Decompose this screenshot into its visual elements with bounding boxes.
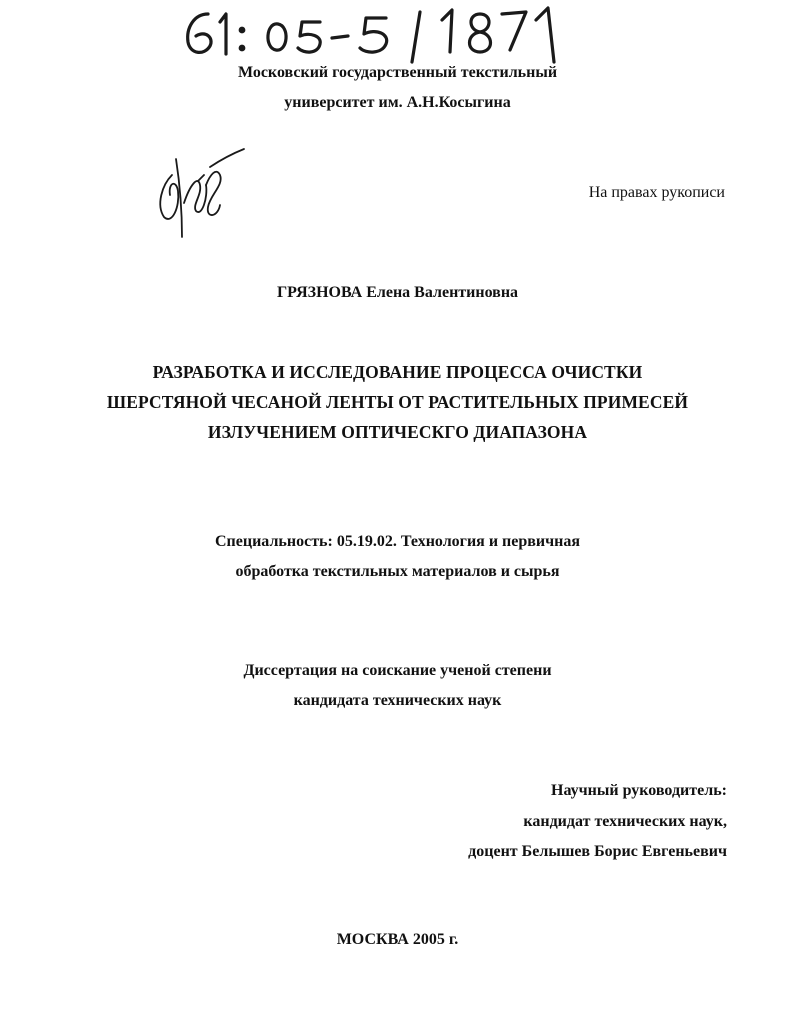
university-line-2: университет им. А.Н.Косыгина (284, 94, 511, 111)
dissertation-line-1: Диссертация на соискание ученой степени (243, 662, 552, 679)
title-line-1: РАЗРАБОТКА И ИССЛЕДОВАНИЕ ПРОЦЕССА ОЧИСТКИ (152, 362, 643, 382)
supervisor-heading: Научный руководитель: (551, 782, 727, 799)
supervisor-degree: кандидат технических наук, (523, 813, 727, 830)
university-line-1: Московский государственный текстильный (237, 64, 558, 81)
dissertation-line-2: кандидата технических наук (293, 692, 502, 709)
specialty-line-1: Специальность: 05.19.02. Технология и первичная (214, 533, 581, 550)
title-line-3: ИЗЛУЧЕНИЕМ ОПТИЧЕСКГО ДИАПАЗОНА (207, 422, 588, 442)
city-year: МОСКВА 2005 г. (336, 931, 459, 948)
specialty-line-2: обработка текстильных материалов и сырья (235, 563, 560, 580)
handwritten-archive-code (180, 0, 580, 70)
signature-mark (150, 145, 250, 245)
supervisor-name: доцент Белышев Борис Евгеньевич (468, 843, 727, 860)
title-line-2: ШЕРСТЯНОЙ ЧЕСАНОЙ ЛЕНТЫ ОТ РАСТИТЕЛЬНЫХ ПРИМЕСЕЙ (106, 392, 689, 412)
author-name: ГРЯЗНОВА Елена Валентиновна (276, 284, 519, 301)
manuscript-note: На правах рукописи (588, 184, 725, 201)
